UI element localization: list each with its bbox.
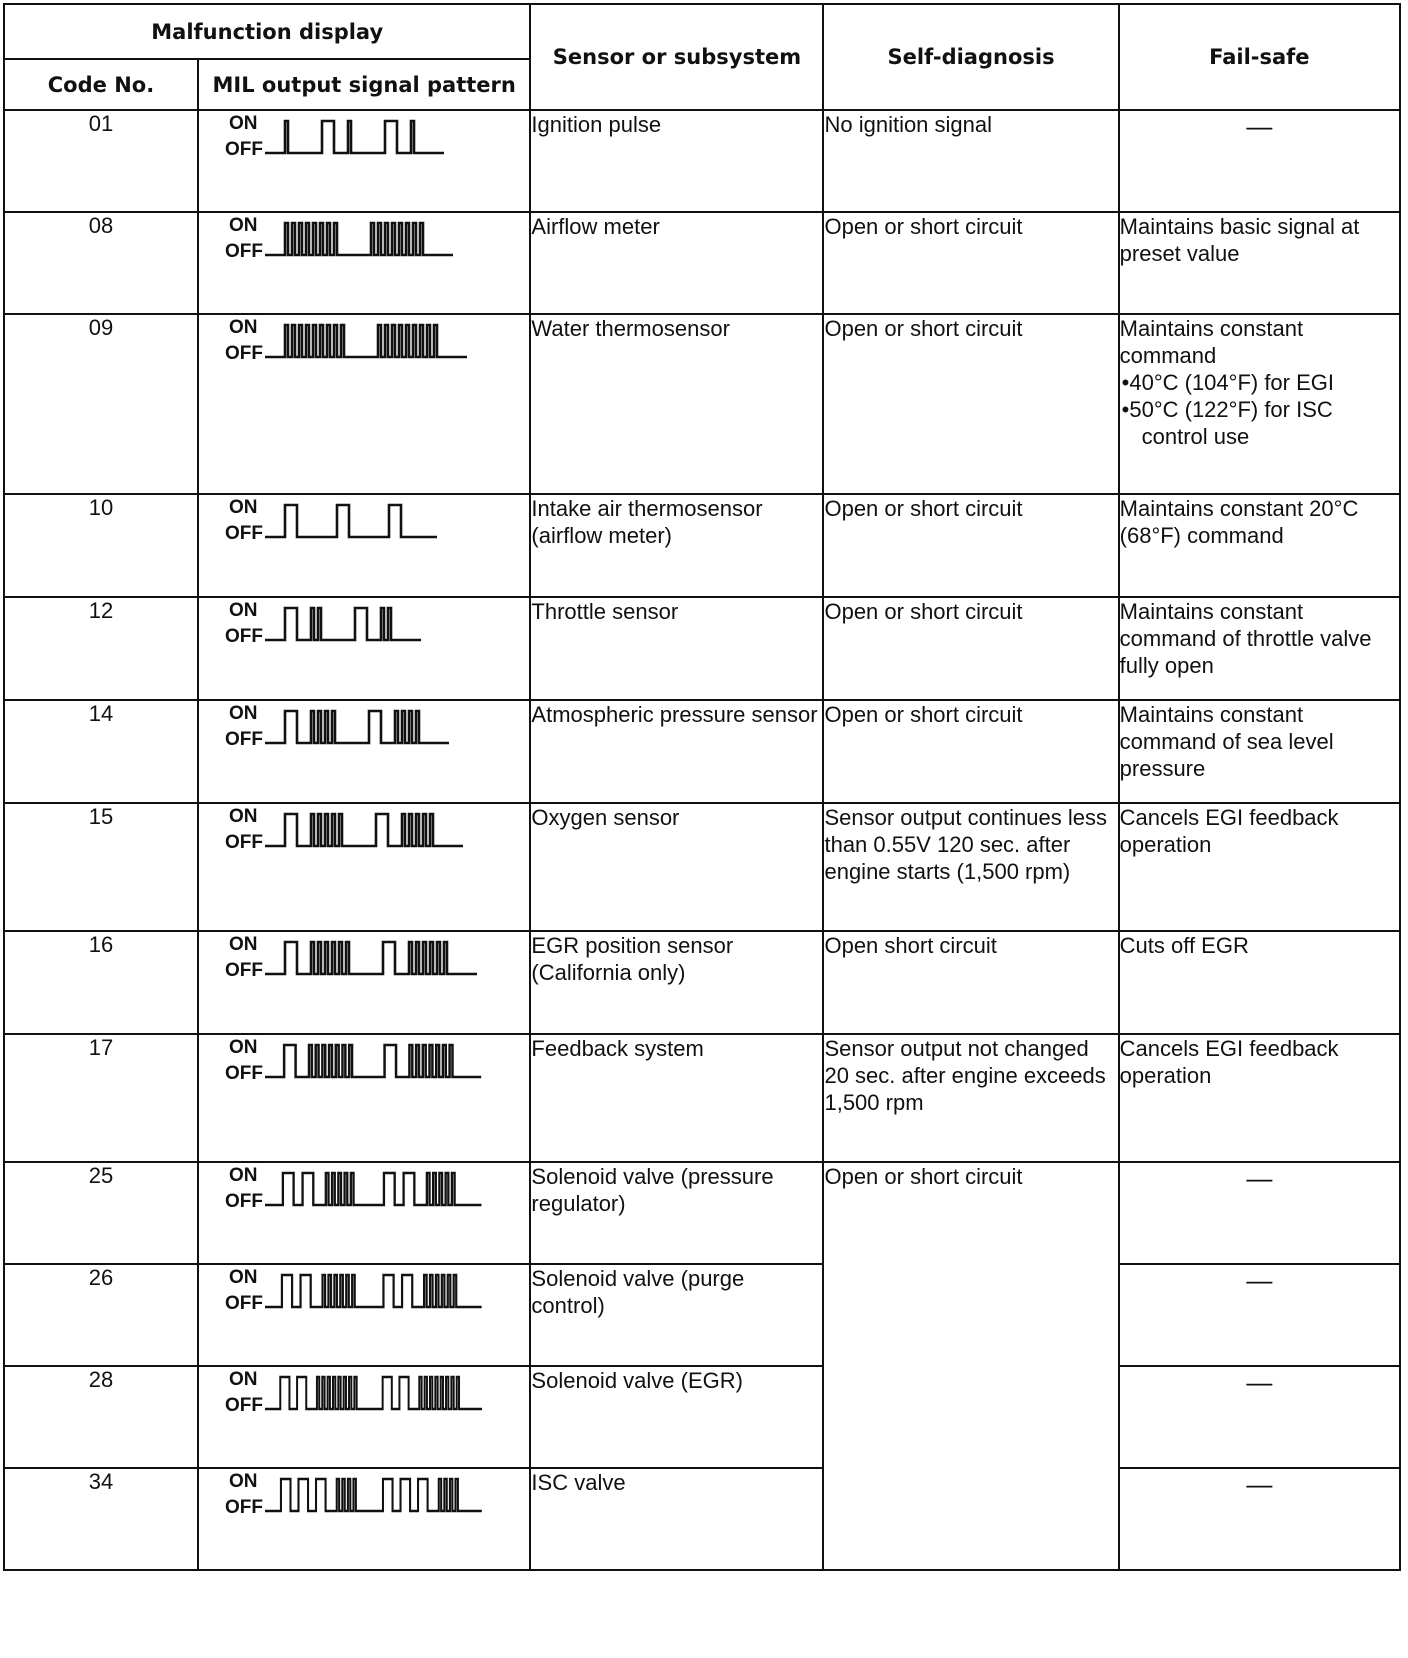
self-diagnosis-cell: Open or short circuit (823, 700, 1118, 803)
mil-pattern-cell (198, 110, 530, 212)
fail-safe-cell: Maintains constant command of sea level pressure (1119, 700, 1400, 803)
code-cell: 15 (4, 803, 198, 931)
sensor-cell: Solenoid valve (purge control) (530, 1264, 823, 1366)
mil-signal-diagram (199, 213, 529, 265)
pulse-line (265, 814, 463, 846)
pulse-waveform (265, 1165, 485, 1213)
mil-signal-diagram (199, 111, 529, 163)
on-label: ON (228, 806, 258, 827)
mil-pattern-cell (198, 597, 530, 700)
mil-signal-diagram (199, 701, 529, 753)
pulse-line (265, 325, 467, 357)
table-row (4, 314, 1400, 494)
mil-pattern-cell (198, 931, 530, 1034)
pulse-line (265, 1377, 482, 1409)
mil-signal-diagram (199, 804, 529, 856)
code-cell: 01 (4, 110, 198, 212)
signal-level-labels (225, 598, 263, 650)
off-label: OFF (224, 523, 263, 544)
code-cell: 34 (4, 1468, 198, 1570)
code-cell: 28 (4, 1366, 198, 1468)
pulse-waveform (265, 934, 481, 982)
table-row (4, 1162, 1400, 1264)
table-row (4, 1034, 1400, 1162)
off-label: OFF (224, 960, 263, 981)
on-label: ON (228, 317, 258, 338)
mil-signal-diagram (199, 495, 529, 547)
fail-safe-cell: Cuts off EGR (1119, 931, 1400, 1034)
mil-pattern-cell (198, 1468, 530, 1570)
off-label: OFF (224, 1063, 263, 1084)
mil-pattern-cell (198, 1162, 530, 1264)
table-row (4, 212, 1400, 314)
malfunction-code-table (3, 3, 1401, 1571)
signal-level-labels (225, 213, 263, 265)
header-fail-safe: Fail-safe (1119, 4, 1400, 110)
mil-pattern-cell (198, 803, 530, 931)
table-row (4, 1264, 1400, 1366)
off-label: OFF (224, 1395, 263, 1416)
code-cell: 12 (4, 597, 198, 700)
pulse-waveform (265, 1267, 485, 1315)
signal-level-labels (225, 1163, 263, 1215)
pulse-line (265, 223, 453, 255)
table-row (4, 597, 1400, 700)
signal-level-labels (225, 804, 263, 856)
pulse-line (265, 1173, 481, 1205)
fail-safe-cell (1119, 314, 1400, 494)
pulse-line (265, 942, 477, 974)
mil-pattern-cell (198, 1034, 530, 1162)
table-row (4, 700, 1400, 803)
sensor-cell: Oxygen sensor (530, 803, 823, 931)
header-malfunction-display: Malfunction display (4, 4, 530, 59)
header-code-no: Code No. (4, 59, 198, 110)
code-cell: 10 (4, 494, 198, 597)
pulse-waveform (265, 497, 441, 545)
sensor-cell: Solenoid valve (EGR) (530, 1366, 823, 1468)
off-label: OFF (224, 832, 263, 853)
fail-safe-cell: Maintains constant 20°C (68°F) command (1119, 494, 1400, 597)
on-label: ON (228, 1267, 258, 1288)
signal-level-labels (225, 111, 263, 163)
off-label: OFF (224, 343, 263, 364)
pulse-waveform (265, 600, 425, 648)
pulse-waveform (265, 806, 467, 854)
mil-signal-diagram (199, 598, 529, 650)
code-cell: 16 (4, 931, 198, 1034)
signal-level-labels (225, 701, 263, 753)
mil-pattern-cell (198, 1366, 530, 1468)
pulse-waveform (265, 215, 457, 263)
mil-signal-diagram (199, 932, 529, 984)
on-label: ON (228, 497, 258, 518)
off-label: OFF (224, 241, 263, 262)
sensor-cell: Feedback system (530, 1034, 823, 1162)
mil-signal-diagram (199, 1035, 529, 1087)
fail-safe-cell: Cancels EGI feedback operation (1119, 803, 1400, 931)
fail-safe-bullet: •40°C (104°F) for EGI (1121, 370, 1335, 395)
self-diagnosis-cell: Open or short circuit (823, 597, 1118, 700)
self-diagnosis-cell: No ignition signal (823, 110, 1118, 212)
pulse-waveform (265, 703, 453, 751)
header-mil-pattern: MIL output signal pattern (198, 59, 530, 110)
mil-signal-diagram (199, 1163, 529, 1215)
pulse-line (265, 1045, 481, 1077)
table-row (4, 1468, 1400, 1570)
signal-level-labels (225, 1265, 263, 1317)
sensor-cell: Ignition pulse (530, 110, 823, 212)
on-label: ON (228, 215, 258, 236)
sensor-cell: Water thermosensor (530, 314, 823, 494)
off-label: OFF (224, 1191, 263, 1212)
sensor-cell: Throttle sensor (530, 597, 823, 700)
on-label: ON (228, 934, 258, 955)
pulse-waveform (265, 113, 448, 161)
fail-safe-cell: Maintains basic signal at preset value (1119, 212, 1400, 314)
fail-safe-cell: — (1119, 1264, 1400, 1366)
signal-level-labels (225, 315, 263, 367)
pulse-waveform (265, 1037, 485, 1085)
mil-pattern-cell (198, 700, 530, 803)
pulse-waveform (265, 1471, 485, 1519)
mil-signal-diagram (199, 315, 529, 367)
signal-level-labels (225, 495, 263, 547)
table-row (4, 494, 1400, 597)
mil-signal-diagram (199, 1367, 529, 1419)
self-diagnosis-cell: Sensor output continues less than 0.55V 120 sec. after engine starts (1,500 rpm) (823, 803, 1118, 931)
signal-level-labels (225, 932, 263, 984)
on-label: ON (228, 1369, 258, 1390)
pulse-waveform (265, 1369, 485, 1417)
on-label: ON (228, 600, 258, 621)
code-cell: 17 (4, 1034, 198, 1162)
sensor-cell: Airflow meter (530, 212, 823, 314)
on-label: ON (228, 703, 258, 724)
self-diagnosis-cell: Open or short circuit (823, 1162, 1118, 1570)
sensor-cell: Intake air thermosensor (airflow meter) (530, 494, 823, 597)
self-diagnosis-cell: Open or short circuit (823, 212, 1118, 314)
signal-level-labels (225, 1367, 263, 1419)
mil-pattern-cell (198, 212, 530, 314)
pulse-line (265, 608, 421, 640)
on-label: ON (228, 1037, 258, 1058)
self-diagnosis-cell: Open or short circuit (823, 494, 1118, 597)
on-label: ON (228, 113, 258, 134)
fail-safe-cell: Cancels EGI feedback operation (1119, 1034, 1400, 1162)
pulse-line (265, 711, 449, 743)
fail-safe-cell: — (1119, 110, 1400, 212)
code-cell: 25 (4, 1162, 198, 1264)
signal-level-labels (225, 1035, 263, 1087)
on-label: ON (228, 1471, 258, 1492)
mil-signal-diagram (199, 1265, 529, 1317)
self-diagnosis-cell: Open short circuit (823, 931, 1118, 1034)
pulse-line (265, 1479, 482, 1511)
fail-safe-cell: Maintains constant command of throttle valve fully open (1119, 597, 1400, 700)
table-row (4, 1366, 1400, 1468)
sensor-cell: Solenoid valve (pressure regulator) (530, 1162, 823, 1264)
fail-safe-bullet: •50°C (122°F) for ISC control use (1121, 397, 1333, 449)
sensor-cell: EGR position sensor (California only) (530, 931, 823, 1034)
pulse-line (265, 505, 437, 537)
off-label: OFF (224, 1293, 263, 1314)
sensor-cell: Atmospheric pressure sensor (530, 700, 823, 803)
code-cell: 26 (4, 1264, 198, 1366)
off-label: OFF (224, 139, 263, 160)
fail-safe-cell: — (1119, 1162, 1400, 1264)
pulse-waveform (265, 317, 471, 365)
table-row (4, 931, 1400, 1034)
header-sensor: Sensor or subsystem (530, 4, 823, 110)
self-diagnosis-cell: Sensor output not changed 20 sec. after engine exceeds 1,500 rpm (823, 1034, 1118, 1162)
self-diagnosis-cell: Open or short circuit (823, 314, 1118, 494)
mil-pattern-cell (198, 494, 530, 597)
mil-pattern-cell (198, 314, 530, 494)
header-self-diagnosis: Self-diagnosis (823, 4, 1118, 110)
code-cell: 09 (4, 314, 198, 494)
fail-safe-line: Maintains constant command (1119, 316, 1304, 368)
mil-pattern-cell (198, 1264, 530, 1366)
signal-level-labels (225, 1469, 263, 1521)
sensor-cell: ISC valve (530, 1468, 823, 1570)
code-cell: 08 (4, 212, 198, 314)
code-cell: 14 (4, 700, 198, 803)
off-label: OFF (224, 729, 263, 750)
table-row (4, 110, 1400, 212)
off-label: OFF (224, 1497, 263, 1518)
pulse-line (265, 1275, 482, 1307)
on-label: ON (228, 1165, 258, 1186)
off-label: OFF (224, 626, 263, 647)
mil-signal-diagram (199, 1469, 529, 1521)
table-row (4, 803, 1400, 931)
fail-safe-cell: — (1119, 1468, 1400, 1570)
pulse-line (265, 121, 444, 153)
fail-safe-cell: — (1119, 1366, 1400, 1468)
